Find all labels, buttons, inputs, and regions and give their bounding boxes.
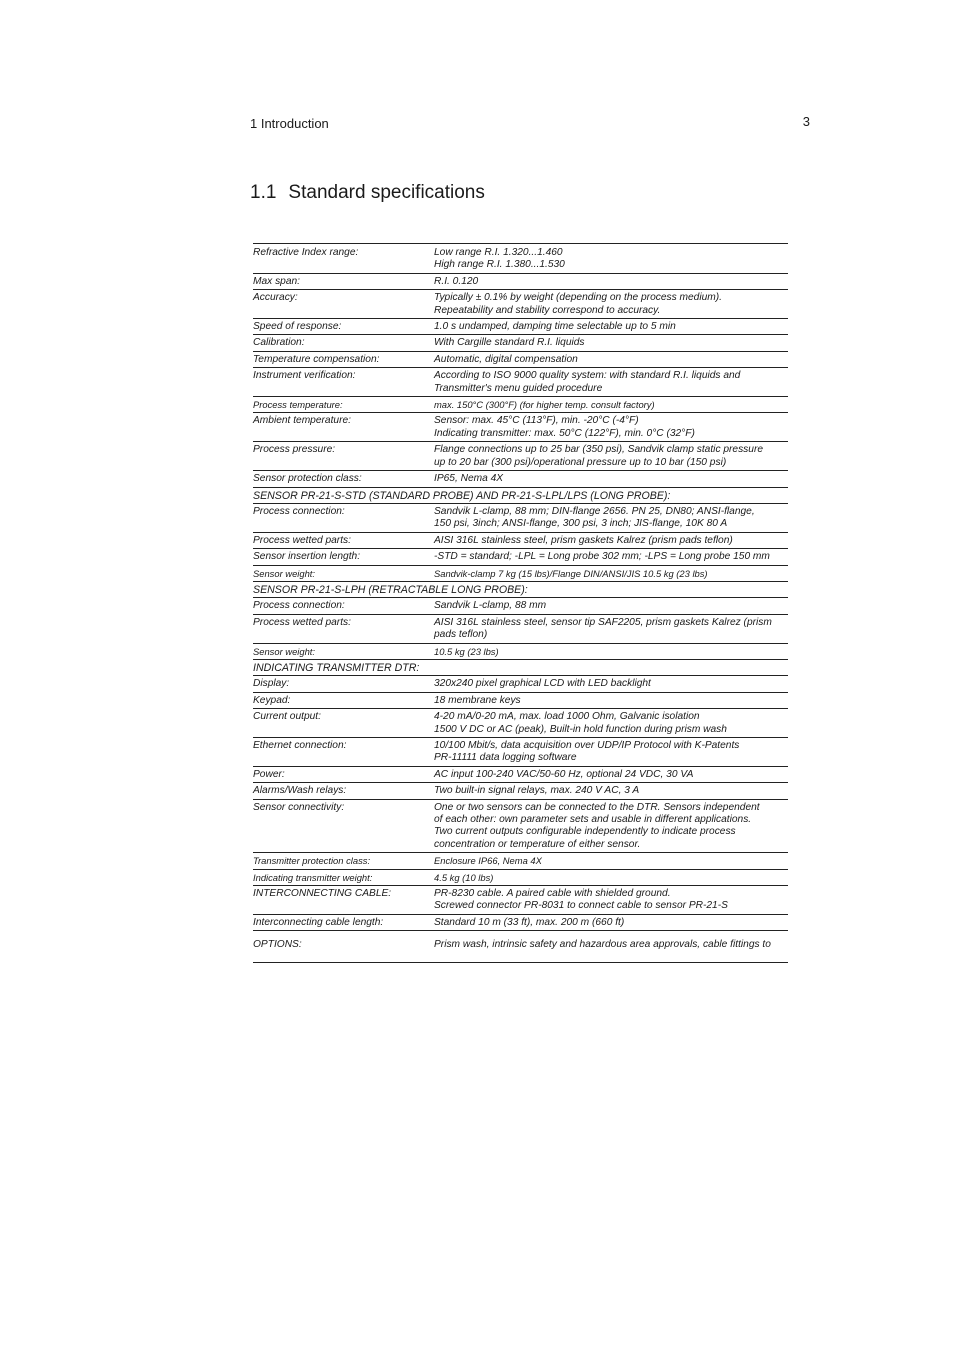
spec-row (253, 738, 788, 767)
spec-label: Process wetted parts: (253, 532, 434, 548)
spec-value-line: of each other: own parameter sets and usable in different applications. (434, 814, 752, 826)
spec-label: Ambient temperature: (253, 413, 434, 442)
spec-label: Process pressure: (253, 442, 434, 471)
spec-value (434, 931, 788, 962)
spec-value-line: AISI 316L stainless steel, sensor tip SAF2205, prism gaskets Kalrez (prism (434, 616, 772, 628)
spec-value (434, 766, 788, 782)
spec-value-line: Screwed connector PR-8031 to connect cable to sensor PR-21-S (434, 900, 728, 912)
spec-row (253, 886, 788, 915)
spec-label: Process temperature: (253, 397, 434, 413)
spec-label: Transmitter protection class: (253, 853, 434, 869)
spec-label: Sensor connectivity: (253, 799, 434, 853)
spec-value-line: 10.5 kg (23 lbs) (434, 645, 499, 657)
spec-value-line: According to ISO 9000 quality system: with standard R.I. liquids and (434, 370, 741, 382)
spec-row (253, 244, 788, 274)
spec-row (253, 914, 788, 930)
spec-value (434, 351, 788, 367)
spec-value (434, 853, 788, 869)
spec-value-line: Sensor: max. 45°C (113°F), min. -20°C (-4°F) (434, 415, 639, 427)
spec-value (434, 799, 788, 853)
spec-value (434, 290, 788, 319)
spec-value (434, 368, 788, 397)
spec-section-heading-text: SENSOR PR-21-S-STD (STANDARD PROBE) AND PR-21-S-LPL/LPS (LONG PROBE): (253, 487, 788, 503)
spec-value-line: With Cargille standard R.I. liquids (434, 337, 585, 349)
spec-row (253, 869, 788, 885)
spec-value-line: Typically ± 0.1% by weight (depending on the process medium). (434, 292, 722, 304)
spec-label: Interconnecting cable length: (253, 914, 434, 930)
spec-value-line: 320x240 pixel graphical LCD with LED backlight (434, 678, 651, 690)
spec-row (253, 853, 788, 869)
spec-label: Current output: (253, 709, 434, 738)
spec-label: Ethernet connection: (253, 738, 434, 767)
spec-value (434, 319, 788, 335)
spec-row (253, 351, 788, 367)
spec-value (434, 471, 788, 487)
spec-label: Indicating transmitter weight: (253, 869, 434, 885)
spec-row (253, 368, 788, 397)
spec-row (253, 273, 788, 289)
spec-row (253, 532, 788, 548)
running-head (250, 116, 810, 134)
spec-value-line: PR-11111 data logging software (434, 752, 577, 764)
spec-label: Calibration: (253, 335, 434, 351)
spec-value-line: Flange connections up to 25 bar (350 psi), Sandvik clamp static pressure (434, 444, 764, 456)
spec-row (253, 319, 788, 335)
page-number: 3 (802, 114, 810, 129)
spec-label: Process connection: (253, 598, 434, 614)
spec-value-line: 10/100 Mbit/s, data acquisition over UDP/IP Protocol with K-Patents (434, 740, 740, 751)
section-title (250, 182, 485, 204)
specifications-table-body (253, 244, 788, 963)
spec-section-heading-text: INDICATING TRANSMITTER DTR: (253, 659, 788, 675)
spec-value (434, 914, 788, 930)
spec-label: Refractive Index range: (253, 244, 434, 274)
spec-value-line: Sandvik L-clamp, 88 mm (434, 600, 547, 612)
spec-value-line: High range R.I. 1.380...1.530 (434, 259, 565, 271)
spec-value-line: concentration or temperature of either sensor. (434, 838, 641, 850)
spec-label: Process connection: (253, 503, 434, 532)
spec-row (253, 397, 788, 413)
spec-value-line: 4.5 kg (10 lbs) (434, 871, 494, 883)
spec-value (434, 565, 788, 581)
spec-value (434, 738, 788, 767)
spec-value-line: 18 membrane keys (434, 694, 521, 706)
spec-value-line: Low range R.I. 1.320...1.460 (434, 247, 563, 258)
spec-row (253, 783, 788, 799)
spec-value-line: pads teflon) (434, 629, 488, 641)
spec-value-line: Enclosure IP66, Nema 4X (434, 855, 542, 867)
spec-value-line: Standard 10 m (33 ft), max. 200 m (660 ft) (434, 916, 625, 928)
spec-row (253, 766, 788, 782)
spec-label: Sensor protection class: (253, 471, 434, 487)
spec-label: Max span: (253, 273, 434, 289)
spec-label: Process wetted parts: (253, 614, 434, 643)
section-number: 1.1 (250, 182, 277, 203)
spec-label: Sensor weight: (253, 643, 434, 659)
spec-label: Sensor insertion length: (253, 549, 434, 565)
spec-section-heading (253, 581, 788, 597)
spec-value (434, 503, 788, 532)
spec-row (253, 442, 788, 471)
spec-value (434, 335, 788, 351)
spec-value (434, 614, 788, 643)
spec-value (434, 643, 788, 659)
spec-value (434, 244, 788, 274)
spec-row (253, 335, 788, 351)
section-title-text: Standard specifications (288, 182, 485, 203)
spec-value-line: AISI 316L stainless steel, prism gaskets Kalrez (prism pads teflon) (434, 534, 733, 546)
spec-row (253, 471, 788, 487)
spec-row (253, 549, 788, 565)
spec-value-line: up to 20 bar (300 psi)/operational pressure up to 10 bar (150 psi) (434, 456, 727, 468)
spec-section-heading (253, 487, 788, 503)
spec-value-line: Two current outputs configurable independently to indicate process (434, 826, 736, 838)
spec-section-heading (253, 659, 788, 675)
spec-label: Power: (253, 766, 434, 782)
spec-row (253, 413, 788, 442)
specifications-table (253, 243, 788, 963)
spec-value-line: Sandvik L-clamp, 88 mm; DIN-flange 2656. PN 25, DN80; ANSI-flange, (434, 505, 755, 517)
spec-value (434, 549, 788, 565)
spec-value (434, 413, 788, 442)
spec-value (434, 598, 788, 614)
spec-section-heading-text: SENSOR PR-21-S-LPH (RETRACTABLE LONG PROBE): (253, 581, 788, 597)
spec-value (434, 676, 788, 692)
spec-value (434, 869, 788, 885)
spec-label: Alarms/Wash relays: (253, 783, 434, 799)
spec-label: Display: (253, 676, 434, 692)
spec-value-line: Indicating transmitter: max. 50°C (122°F), min. 0°C (32°F) (434, 427, 695, 439)
spec-value (434, 532, 788, 548)
spec-label: Speed of response: (253, 319, 434, 335)
spec-value-line: Repeatability and stability correspond to accuracy. (434, 304, 661, 316)
spec-label: Keypad: (253, 692, 434, 708)
spec-value-line: 1.0 s undamped, damping time selectable up to 5 min (434, 321, 676, 333)
spec-value-line: Transmitter's menu guided procedure (434, 382, 603, 394)
spec-row (253, 565, 788, 581)
spec-value-line: R.I. 0.120 (434, 275, 479, 287)
spec-row (253, 503, 788, 532)
spec-label: Accuracy: (253, 290, 434, 319)
spec-value-line: Automatic, digital compensation (434, 353, 578, 365)
spec-value (434, 273, 788, 289)
spec-value (434, 886, 788, 915)
spec-value-line: 4-20 mA/0-20 mA, max. load 1000 Ohm, Galvanic isolation (434, 711, 700, 723)
spec-value-line: Two built-in signal relays, max. 240 V AC, 3 A (434, 785, 640, 797)
spec-value (434, 783, 788, 799)
spec-row (253, 290, 788, 319)
spec-row (253, 799, 788, 853)
spec-label: INTERCONNECTING CABLE: (253, 886, 434, 915)
spec-value-line: max. 150°C (300°F) (for higher temp. consult factory) (434, 399, 655, 411)
spec-label: OPTIONS: (253, 931, 434, 962)
spec-row (253, 598, 788, 614)
spec-value-line: AC input 100-240 VAC/50-60 Hz, optional 24 VDC, 30 VA (434, 768, 694, 780)
spec-value-line: One or two sensors can be connected to the DTR. Sensors independent (434, 801, 760, 813)
spec-row (253, 692, 788, 708)
spec-value-line: IP65, Nema 4X (434, 473, 504, 485)
spec-label: Temperature compensation: (253, 351, 434, 367)
spec-label: Sensor weight: (253, 565, 434, 581)
spec-value (434, 397, 788, 413)
spec-value-line: -STD = standard; -LPL = Long probe 302 mm; -LPS = Long probe 150 mm (434, 551, 770, 563)
spec-value-line: 150 psi, 3inch; ANSI-flange, 300 psi, 3 inch; JIS-flange, 10K 80 A (434, 518, 728, 530)
spec-row (253, 676, 788, 692)
spec-value (434, 442, 788, 471)
spec-value (434, 709, 788, 738)
spec-label: Instrument verification: (253, 368, 434, 397)
spec-value-line: Prism wash, intrinsic safety and hazardous area approvals, cable fittings to (434, 939, 771, 951)
spec-value-line: 1500 V DC or AC (peak), Built-in hold function during prism wash (434, 723, 727, 735)
spec-row (253, 643, 788, 659)
spec-row (253, 709, 788, 738)
spec-value (434, 692, 788, 708)
spec-value-line: PR-8230 cable. A paired cable with shielded ground. (434, 888, 671, 900)
spec-row (253, 931, 788, 962)
spec-value-line: Sandvik-clamp 7 kg (15 lbs)/Flange DIN/ANSI/JIS 10.5 kg (23 lbs) (434, 567, 708, 579)
spec-row (253, 614, 788, 643)
chapter-title: 1 Introduction (250, 116, 329, 131)
